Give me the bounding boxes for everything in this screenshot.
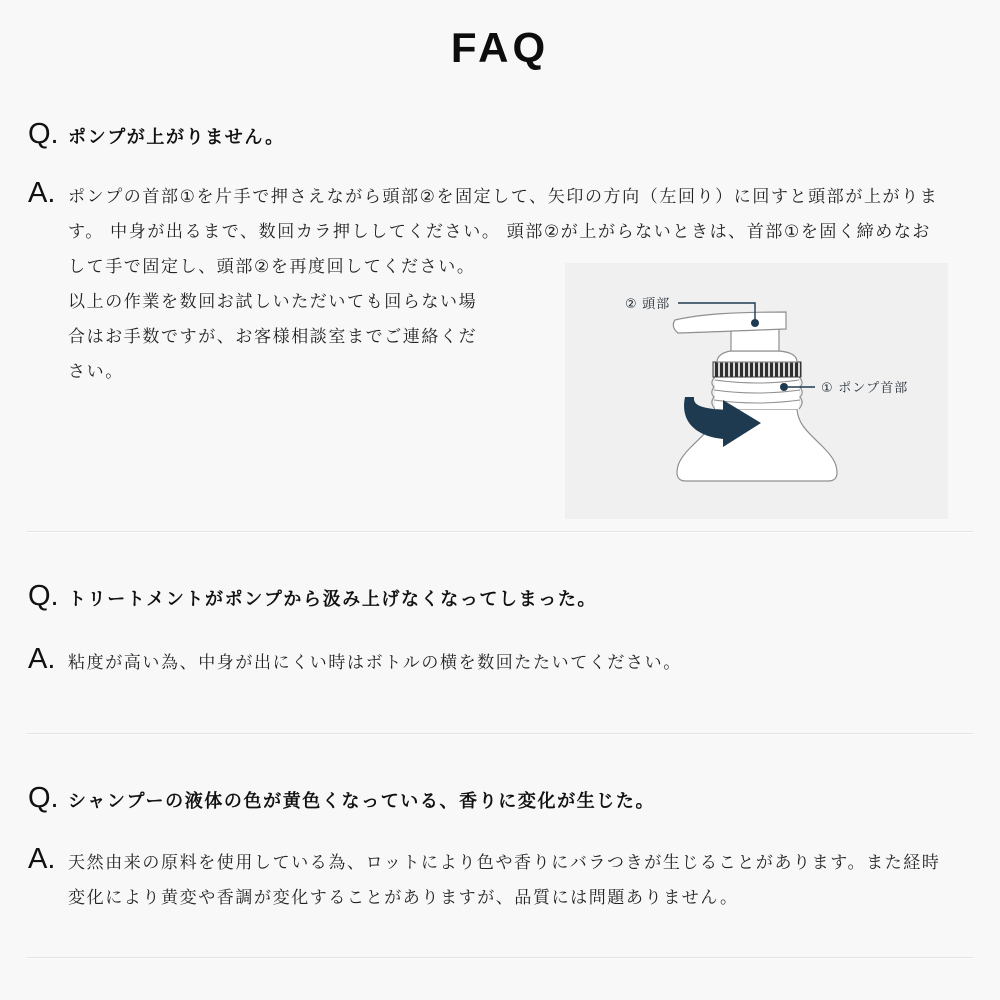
q-marker: Q.	[28, 118, 59, 150]
question-text: ポンプが上がりません。	[68, 127, 285, 147]
answer-row-1	[28, 178, 948, 519]
a-marker: A.	[28, 177, 56, 209]
a-marker: A.	[28, 643, 56, 675]
page-title: FAQ	[450, 24, 550, 71]
answer-content	[68, 179, 948, 519]
answer-text-and-diagram	[68, 249, 948, 519]
question-text: シャンプーの液体の色が黄色くなっている、香りに変化が生じた。	[68, 791, 656, 811]
neck-label: ① ポンプ首部	[821, 380, 909, 395]
section-divider	[27, 531, 973, 533]
neck-label-callout	[780, 380, 908, 395]
pump-head-spout	[673, 312, 786, 333]
pump-collar	[717, 351, 797, 362]
answer-content	[68, 845, 948, 915]
question-row-1	[28, 119, 285, 151]
answer-text-full-width: ポンプの首部①を片手で押さえながら頭部②を固定して、矢印の方向（左回り）に回すと頭部が上がります。 中身が出るまで、数回カラ押ししてください。 頭部②が上がらないときは、首部①を固く締めなお	[68, 187, 939, 241]
question-text: トリートメントがポンプから汲み上げなくなってしまった。	[68, 589, 598, 609]
answer-text-beside-image: して手で固定し、頭部②を再度回してください。 以上の作業を数回お試しいただいても回らない場合はお手数ですが、お客様相談室までご連絡ください。	[68, 257, 478, 381]
answer-row-2	[28, 644, 948, 680]
answer-content	[68, 645, 948, 680]
q-marker: Q.	[28, 782, 59, 814]
pump-diagram	[565, 263, 948, 519]
question-row-3	[28, 783, 655, 815]
knurled-ring	[713, 362, 801, 377]
a-marker: A.	[28, 843, 56, 875]
question-row-2	[28, 581, 597, 613]
section-divider	[27, 733, 973, 735]
answer-text: 天然由来の原料を使用している為、ロットにより色や香りにバラつきが生じることがあります。また経時変化により黄変や香調が変化することがありますが、品質には問題ありません。	[68, 853, 941, 907]
section-divider	[27, 957, 973, 959]
pump-bottle-illustration	[565, 263, 948, 519]
answer-text: 粘度が高い為、中身が出にくい時はボトルの横を数回たたいてください。	[68, 653, 682, 672]
pump-neck-cylinder	[731, 329, 779, 351]
q-marker: Q.	[28, 580, 59, 612]
answer-row-3	[28, 844, 948, 915]
head-label: ② 頭部	[625, 296, 671, 311]
